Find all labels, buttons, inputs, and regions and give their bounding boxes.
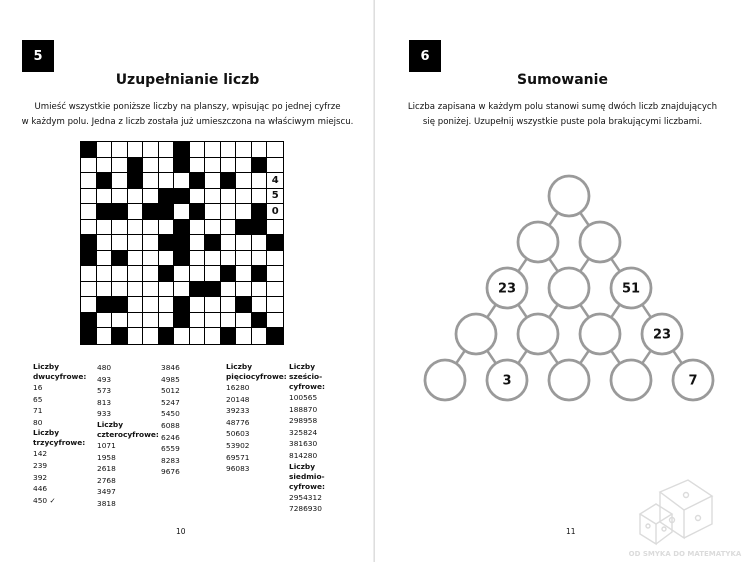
grid-block-cell <box>252 266 268 282</box>
grid-cell[interactable] <box>97 189 113 205</box>
grid-cell[interactable] <box>236 251 252 267</box>
grid-cell[interactable] <box>236 142 252 158</box>
pyramid-cell[interactable] <box>580 222 620 262</box>
grid-cell[interactable] <box>190 313 206 329</box>
grid-cell[interactable] <box>81 189 97 205</box>
pyramid-cell-value: 23 <box>497 281 517 297</box>
grid-block-cell <box>159 328 175 344</box>
grid-cell[interactable] <box>159 313 175 329</box>
grid-block-cell <box>97 173 113 189</box>
list-item: 8283 <box>161 455 180 465</box>
list-item: 493 <box>97 374 112 384</box>
grid-cell-prefilled[interactable]: 5 <box>267 189 283 205</box>
grid-cell[interactable] <box>267 297 283 313</box>
grid-cell[interactable] <box>81 204 97 220</box>
list-heading: pięciocyfrowe: <box>226 372 287 381</box>
grid-block-cell <box>174 158 190 174</box>
puzzle-number-badge: 6 <box>409 40 441 72</box>
number-list-column <box>33 362 86 506</box>
list-item: 100565 <box>289 393 318 402</box>
grid-block-cell <box>97 297 113 313</box>
grid-cell[interactable] <box>97 313 113 329</box>
grid-cell[interactable] <box>143 328 159 344</box>
grid-cell[interactable] <box>112 189 128 205</box>
pyramid-cell-value: 51 <box>621 281 641 297</box>
grid-cell[interactable] <box>159 220 175 236</box>
list-item: 16280 <box>226 383 250 392</box>
list-item: 381630 <box>289 439 318 449</box>
grid-cell[interactable] <box>128 266 144 282</box>
grid-cell[interactable] <box>221 189 237 205</box>
fill-in-grid <box>80 141 284 345</box>
list-item: 325824 <box>289 427 318 437</box>
pyramid-cell[interactable] <box>456 314 496 354</box>
grid-cell[interactable] <box>221 297 237 313</box>
grid-cell[interactable] <box>143 189 159 205</box>
list-heading: dwucyfrowe: <box>33 372 87 381</box>
pyramid-cell[interactable] <box>425 360 465 400</box>
page-title: Uzupełnianie liczb <box>115 72 260 88</box>
grid-cell[interactable] <box>174 266 190 282</box>
list-item: 2618 <box>97 464 116 474</box>
grid-cell[interactable] <box>143 173 159 189</box>
grid-cell[interactable] <box>236 282 252 298</box>
grid-cell[interactable] <box>143 220 159 236</box>
grid-cell[interactable] <box>236 158 252 174</box>
grid-block-cell <box>159 266 175 282</box>
grid-cell[interactable] <box>112 158 128 174</box>
list-item: 3818 <box>97 498 116 508</box>
grid-cell[interactable] <box>159 251 175 267</box>
grid-block-cell <box>221 328 237 344</box>
grid-cell[interactable] <box>128 282 144 298</box>
list-item: 69571 <box>226 452 250 462</box>
grid-cell[interactable] <box>128 189 144 205</box>
list-heading: Liczby <box>97 419 124 429</box>
grid-cell[interactable] <box>112 173 128 189</box>
list-item: 16 <box>33 383 43 392</box>
grid-cell[interactable] <box>221 220 237 236</box>
list-heading: Liczby <box>226 362 253 371</box>
grid-cell[interactable] <box>112 220 128 236</box>
list-item: 65 <box>33 394 43 404</box>
grid-cell[interactable] <box>190 189 206 205</box>
grid-cell[interactable] <box>252 189 268 205</box>
grid-cell[interactable] <box>252 142 268 158</box>
list-item: 1958 <box>97 452 116 462</box>
grid-cell[interactable] <box>128 251 144 267</box>
grid-block-cell <box>267 235 283 251</box>
grid-block-cell <box>81 313 97 329</box>
list-item: 71 <box>33 406 43 416</box>
list-item: 5450 <box>161 409 180 419</box>
pyramid-cell[interactable] <box>580 314 620 354</box>
grid-block-cell <box>128 173 144 189</box>
instructions-line: w każdym polu. Jedna z liczb została już umieszczona na właściwym miejscu. <box>21 117 354 127</box>
list-item: 5012 <box>161 386 180 396</box>
grid-block-cell <box>190 282 206 298</box>
grid-cell[interactable] <box>205 189 221 205</box>
grid-block-cell <box>128 158 144 174</box>
list-item: 3846 <box>161 363 180 372</box>
grid-block-cell <box>143 204 159 220</box>
grid-cell[interactable] <box>97 142 113 158</box>
list-heading: Liczby <box>33 362 60 371</box>
grid-block-cell <box>221 173 237 189</box>
grid-cell[interactable] <box>252 282 268 298</box>
grid-block-cell <box>205 282 221 298</box>
grid-cell[interactable] <box>112 282 128 298</box>
pyramid-cell[interactable] <box>518 314 558 354</box>
list-item: 142 <box>33 449 48 459</box>
grid-cell[interactable] <box>159 158 175 174</box>
number-list-column <box>289 362 325 515</box>
list-item: 298958 <box>289 416 318 426</box>
grid-block-cell <box>174 297 190 313</box>
pyramid-cell-value: 7 <box>688 373 698 389</box>
grid-block-cell <box>236 220 252 236</box>
list-item: 80 <box>33 417 43 427</box>
list-heading: cyfrowe: <box>289 382 325 391</box>
grid-cell[interactable] <box>128 204 144 220</box>
grid-cell[interactable] <box>128 297 144 313</box>
grid-block-cell <box>159 204 175 220</box>
list-item: 6088 <box>161 420 180 430</box>
grid-block-cell <box>174 235 190 251</box>
watermark-logo <box>620 452 750 562</box>
list-heading: Liczby <box>33 428 60 438</box>
grid-cell[interactable] <box>97 251 113 267</box>
grid-cell[interactable] <box>190 328 206 344</box>
instructions-line: się poniżej. Uzupełnij wszystkie puste pola brakującymi liczbami. <box>422 117 703 127</box>
grid-cell[interactable] <box>81 282 97 298</box>
list-item: 813 <box>97 397 112 407</box>
pyramid-cell[interactable] <box>549 360 589 400</box>
list-heading: sześcio- <box>289 372 323 381</box>
grid-cell[interactable] <box>128 220 144 236</box>
grid-cell[interactable] <box>81 173 97 189</box>
grid-cell[interactable] <box>81 158 97 174</box>
grid-cell[interactable] <box>205 204 221 220</box>
list-item: 20148 <box>226 394 250 404</box>
grid-cell[interactable] <box>128 235 144 251</box>
grid-cell[interactable] <box>143 235 159 251</box>
grid-cell[interactable] <box>267 142 283 158</box>
grid-cell[interactable] <box>205 266 221 282</box>
grid-block-cell <box>205 235 221 251</box>
list-item: 392 <box>33 472 48 482</box>
grid-cell[interactable] <box>205 142 221 158</box>
grid-cell[interactable] <box>81 297 97 313</box>
watermark-text: OD SMYKA DO MATEMATYKA <box>628 550 742 558</box>
grid-block-cell <box>174 142 190 158</box>
puzzle-number-badge: 5 <box>22 40 54 72</box>
grid-cell[interactable] <box>97 158 113 174</box>
grid-cell[interactable] <box>221 204 237 220</box>
grid-block-cell <box>112 251 128 267</box>
grid-block-cell <box>112 204 128 220</box>
list-item: 446 <box>33 484 48 494</box>
list-item: 50603 <box>226 429 250 439</box>
list-heading: siedmio- <box>289 471 325 481</box>
number-list-column <box>226 362 287 475</box>
pyramid-cell-value: 3 <box>502 373 512 389</box>
list-item: 6559 <box>161 444 180 454</box>
pyramid-cell-value: 23 <box>652 327 672 343</box>
grid-cell[interactable] <box>143 158 159 174</box>
list-item: 96083 <box>226 464 250 474</box>
grid-cell[interactable] <box>174 328 190 344</box>
grid-cell[interactable] <box>159 173 175 189</box>
grid-block-cell <box>236 297 252 313</box>
number-list-column <box>161 362 180 478</box>
grid-cell[interactable] <box>236 204 252 220</box>
list-heading: cyfrowe: <box>289 481 325 491</box>
grid-cell[interactable] <box>128 313 144 329</box>
grid-cell[interactable] <box>112 235 128 251</box>
grid-block-cell <box>174 313 190 329</box>
grid-cell[interactable] <box>252 235 268 251</box>
grid-cell[interactable] <box>190 297 206 313</box>
pyramid-cell[interactable] <box>611 360 651 400</box>
grid-cell[interactable] <box>267 220 283 236</box>
list-item: 9676 <box>161 467 180 477</box>
list-item: 239 <box>33 460 48 470</box>
grid-cell[interactable] <box>174 173 190 189</box>
list-item: 1071 <box>97 440 116 450</box>
page-title: Sumowanie <box>517 72 608 88</box>
dice-icon <box>640 480 712 544</box>
grid-cell[interactable] <box>97 266 113 282</box>
grid-cell[interactable] <box>128 328 144 344</box>
list-item: 2768 <box>97 475 116 485</box>
grid-cell[interactable] <box>205 173 221 189</box>
grid-cell[interactable] <box>236 328 252 344</box>
number-list-column <box>97 362 159 510</box>
grid-cell[interactable] <box>97 235 113 251</box>
pyramid-cell[interactable] <box>549 176 589 216</box>
grid-cell[interactable] <box>252 173 268 189</box>
grid-cell-prefilled[interactable]: 0 <box>267 204 283 220</box>
grid-cell[interactable] <box>205 313 221 329</box>
grid-block-cell <box>221 266 237 282</box>
instructions-line: Liczba zapisana w każdym polu stanowi sumę dwóch liczb znajdujących <box>407 102 718 112</box>
list-heading: trzycyfrowe: <box>33 438 86 448</box>
grid-cell[interactable] <box>112 313 128 329</box>
grid-cell[interactable] <box>190 251 206 267</box>
grid-cell[interactable] <box>221 142 237 158</box>
page-number: 11 <box>566 527 576 536</box>
grid-cell[interactable] <box>81 220 97 236</box>
grid-cell[interactable] <box>267 158 283 174</box>
grid-cell[interactable] <box>252 251 268 267</box>
grid-block-cell <box>252 204 268 220</box>
grid-cell[interactable] <box>81 266 97 282</box>
grid-block-cell <box>252 313 268 329</box>
list-item: 53902 <box>226 440 250 450</box>
list-heading: czterocyfrowe: <box>97 429 159 439</box>
grid-cell[interactable] <box>112 266 128 282</box>
grid-cell[interactable] <box>143 266 159 282</box>
grid-cell[interactable] <box>205 220 221 236</box>
grid-cell[interactable] <box>205 328 221 344</box>
list-item: 39233 <box>226 406 250 416</box>
list-item: 480 <box>97 363 112 372</box>
grid-block-cell <box>159 235 175 251</box>
grid-cell[interactable] <box>267 266 283 282</box>
list-item: 573 <box>97 386 112 396</box>
grid-block-cell <box>159 189 175 205</box>
list-item: 814280 <box>289 450 318 460</box>
grid-cell[interactable] <box>97 220 113 236</box>
pyramid-cell[interactable] <box>518 222 558 262</box>
list-item: 2954312 <box>289 492 322 502</box>
grid-cell[interactable] <box>159 282 175 298</box>
grid-cell[interactable] <box>221 251 237 267</box>
grid-block-cell <box>174 220 190 236</box>
grid-cell[interactable] <box>97 282 113 298</box>
grid-cell[interactable] <box>221 235 237 251</box>
list-heading: Liczby <box>289 461 316 471</box>
grid-cell-prefilled[interactable]: 4 <box>267 173 283 189</box>
grid-cell[interactable] <box>159 142 175 158</box>
grid-block-cell <box>174 189 190 205</box>
grid-cell[interactable] <box>221 282 237 298</box>
page-number: 10 <box>176 527 186 536</box>
grid-block-cell <box>174 251 190 267</box>
list-item: 4985 <box>161 374 180 384</box>
grid-cell[interactable] <box>236 173 252 189</box>
grid-cell[interactable] <box>221 313 237 329</box>
grid-cell[interactable] <box>143 313 159 329</box>
grid-cell[interactable] <box>190 235 206 251</box>
grid-cell[interactable] <box>190 142 206 158</box>
list-item: 6246 <box>161 432 180 442</box>
grid-cell[interactable] <box>190 158 206 174</box>
grid-block-cell <box>190 204 206 220</box>
grid-cell[interactable] <box>174 204 190 220</box>
grid-cell[interactable] <box>112 142 128 158</box>
grid-block-cell <box>190 173 206 189</box>
grid-cell[interactable] <box>221 158 237 174</box>
grid-block-cell <box>267 328 283 344</box>
grid-cell[interactable] <box>128 142 144 158</box>
grid-cell[interactable] <box>174 282 190 298</box>
list-item: 3497 <box>97 487 116 497</box>
list-item: 5247 <box>161 397 180 407</box>
grid-cell[interactable] <box>252 328 268 344</box>
grid-cell[interactable] <box>205 158 221 174</box>
grid-block-cell <box>112 328 128 344</box>
grid-cell[interactable] <box>190 266 206 282</box>
grid-block-cell <box>81 328 97 344</box>
right-page <box>375 0 750 562</box>
grid-cell[interactable] <box>236 266 252 282</box>
grid-cell[interactable] <box>97 328 113 344</box>
grid-block-cell <box>112 297 128 313</box>
list-item: 188870 <box>289 404 318 414</box>
grid-cell[interactable] <box>190 220 206 236</box>
grid-cell[interactable] <box>236 313 252 329</box>
pyramid-cell[interactable] <box>549 268 589 308</box>
grid-block-cell <box>252 158 268 174</box>
grid-cell[interactable] <box>205 297 221 313</box>
grid-cell[interactable] <box>159 297 175 313</box>
grid-cell[interactable] <box>205 251 221 267</box>
grid-cell[interactable] <box>143 251 159 267</box>
grid-cell[interactable] <box>252 297 268 313</box>
grid-block-cell <box>252 220 268 236</box>
grid-cell[interactable] <box>236 189 252 205</box>
grid-cell[interactable] <box>267 282 283 298</box>
grid-cell[interactable] <box>267 313 283 329</box>
grid-block-cell <box>81 251 97 267</box>
grid-cell[interactable] <box>143 282 159 298</box>
grid-block-cell <box>81 235 97 251</box>
list-item: 450 ✓ <box>33 495 56 505</box>
grid-block-cell <box>97 204 113 220</box>
grid-cell[interactable] <box>143 142 159 158</box>
list-heading: Liczby <box>289 362 316 371</box>
grid-cell[interactable] <box>267 251 283 267</box>
instructions-line: Umieść wszystkie poniższe liczby na planszy, wpisując po jednej cyfrze <box>34 102 341 112</box>
grid-block-cell <box>81 142 97 158</box>
grid-cell[interactable] <box>143 297 159 313</box>
instructions <box>0 100 375 130</box>
grid-cell[interactable] <box>236 235 252 251</box>
list-item: 933 <box>97 409 112 419</box>
list-item: 7286930 <box>289 504 322 514</box>
list-item: 48776 <box>226 417 250 427</box>
